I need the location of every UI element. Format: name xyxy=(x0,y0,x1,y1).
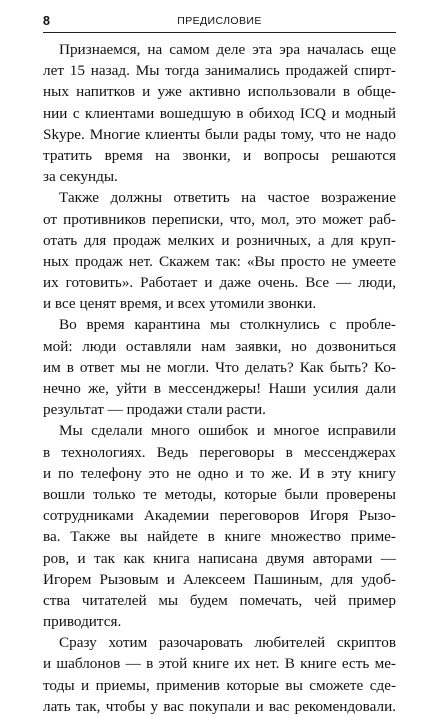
text-line: ства читателей мы будем помечать, чей пример xyxy=(43,591,396,609)
text-line: ров, и так как книга написана двумя авторами — xyxy=(43,549,396,567)
text-line: ных продаж нет. Скажем так: «Вы просто не умеете xyxy=(43,252,396,270)
text-line: отать для продаж мелких и розничных, а для круп- xyxy=(43,231,396,249)
text-line: в технологиях. Ведь переговоры в мессенджерах xyxy=(43,443,396,461)
text-line: ва. Также вы найдете в книге множество приме- xyxy=(43,528,396,546)
paragraph xyxy=(43,39,396,187)
text-line: сотрудниками Академии переговоров Игоря Рызо- xyxy=(43,507,396,525)
page-number: 8 xyxy=(43,14,50,28)
text-line: Во время карантина мы столкнулись с пробле- xyxy=(59,316,396,334)
paragraph xyxy=(43,314,396,420)
paragraph xyxy=(43,632,396,717)
header-rule xyxy=(43,32,396,33)
text-line: и шаблонов — в этой книге их нет. В книге есть ме- xyxy=(43,655,396,673)
text-line: тратить время на звонки, и вопросы решаются xyxy=(43,146,396,164)
running-header xyxy=(43,14,396,32)
text-line: им в ответ мы не могли. Что делать? Как быть? Ко- xyxy=(43,358,396,376)
text-line: и все ценят время, и всех утомили звонки. xyxy=(43,295,317,313)
paragraph xyxy=(43,420,396,632)
text-line: приводится. xyxy=(43,613,122,631)
text-line: мой: люди оставляли нам заявки, но дозвониться xyxy=(43,337,396,355)
text-line: Мы сделали много ошибок и многое исправили xyxy=(59,422,396,440)
paragraph xyxy=(43,187,396,314)
text-line: от противников переписки, что, мол, это может раб- xyxy=(43,210,396,228)
text-line: вошли только те методы, которые были проверены xyxy=(43,485,396,503)
text-line: Признаемся, на самом деле эта эра началась еще xyxy=(59,41,396,58)
page-body xyxy=(43,39,396,717)
text-line: лать так, чтобы у вас покупали и вас рекомендовали. xyxy=(43,697,396,715)
text-line: нии с клиентами вошедшую в обиход ICQ и модный xyxy=(43,104,396,122)
text-line: ных напитков и уже активно использовали в обще- xyxy=(43,83,396,101)
text-line: нечно же, уйти в мессенджеры! Наши усилия дали xyxy=(43,380,396,397)
text-line: Skype. Многие клиенты были рады тому, что не надо xyxy=(43,125,396,143)
text-line: их готовить». Работает и даже очень. Все — люди, xyxy=(43,274,396,292)
text-line: Игорем Рызовым и Алексеем Пашиным, для удоб- xyxy=(43,570,396,588)
running-title: ПРЕДИСЛОВИЕ xyxy=(177,15,262,27)
text-line: Также должны ответить на частое возражение xyxy=(59,189,396,207)
text-line: лет 15 назад. Мы тогда занимались продажей спирт- xyxy=(43,62,396,80)
text-line: результат — продажи стали расти. xyxy=(43,401,266,419)
text-line: тоды и приемы, применив которые вы сможете сде- xyxy=(43,676,396,694)
text-line: Сразу хотим разочаровать любителей скриптов xyxy=(59,634,396,652)
text-line: и по телефону это не одно и то же. И в эту книгу xyxy=(43,464,396,482)
text-line: за секунды. xyxy=(43,168,118,186)
